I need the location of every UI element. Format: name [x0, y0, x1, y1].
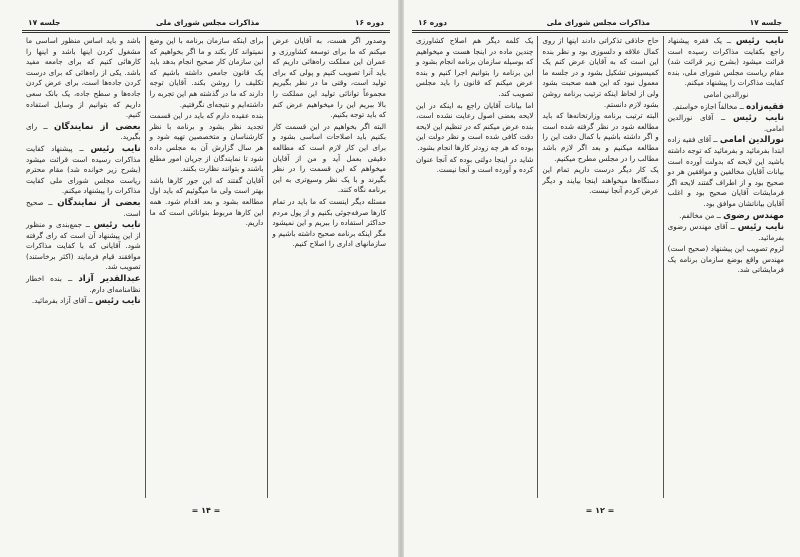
speaker-name: نایب رئیس: [737, 222, 784, 233]
page-header: [412, 18, 788, 30]
paragraph-text: ــ آقای مهندس رضوی بفرمائید.: [667, 222, 784, 242]
paragraph: [150, 36, 264, 110]
page-header: [22, 18, 390, 30]
paragraph-text: ــ آقای فقیه زاده ابتدا بفرمائید و بفرمائید که توجه داشته باشید این لایحه که بدولت آورده است بیانات آقایان مخالفین و موافقین هر دو صحیح بود و از اطراف گفتند لایحه اگر فرمایشات آقایان صحیح بود و اغلب آقایان بیاناتشان موافق بود.: [667, 135, 784, 208]
paragraph: [26, 122, 141, 143]
speaker-name: نایب رئیس: [95, 296, 141, 307]
paragraph-text: آقایان گفتند که این جور کارها باشد بهتر است ولی ما میگوئیم که باید اول مطالعه بشود و بعد اقدام شود. همه این کارها مربوط بتوانائی است که ما داریم.: [149, 175, 264, 228]
paragraph: [668, 90, 784, 101]
paragraph: [272, 197, 386, 250]
paragraph-text: مسئله دیگر اینست که ما باید در تمام کارها صرفه‌جوئی بکنیم و از پول مردم حداکثر استفاده را ببریم و این نمیشود مگر اینکه برنامه صحیح داشته باشیم و سازمانهای اداری را اصلاح کنیم.: [272, 196, 386, 249]
paragraph: [668, 222, 784, 243]
right-page: [404, 0, 800, 557]
speaker-name: بعضی از نمایندگان: [57, 197, 141, 208]
speaker-name: عبدالقدیر آزاد: [78, 274, 141, 285]
paragraph-text: اما بیانات آقایان راجع به اینکه در این لایحه بعضی اصول رعایت نشده است، بنده عرض میکنم که در تنظیم این لایحه دقت کافی شده است و نظر دولت این بوده که هر چه زودتر کارها انجام بشود.: [416, 100, 534, 152]
page-number: = ۱۲ =: [585, 506, 615, 515]
paragraph-text: نورالدین امامی: [703, 89, 749, 99]
paragraph: [668, 244, 784, 276]
speaker-name: نایب رئیس: [93, 220, 141, 231]
paragraph-text: ــ پیشنهاد کفایت مذاکرات رسیده است قرائت میشود (بشرح زیر خوانده شد) مقام محترم ریاست مجلس شورای ملی کفایت مذاکرات را پیشنهاد میکنم.: [26, 143, 141, 196]
header-rule: [22, 30, 390, 33]
paragraph-text: شاید در اینجا دولتی بوده که آنجا عنوان کرده و آورده است و آنجا نیست.: [416, 154, 534, 175]
paragraph-text: ــ من مخالفم.: [679, 210, 721, 220]
paragraph: [416, 36, 533, 100]
paragraph: [26, 274, 141, 295]
paragraph: [26, 198, 141, 219]
paragraph-text: ــ بنده اخطار نظامنامه‌ای دارم.: [26, 274, 141, 294]
paragraph-text: ــ رای بگیرید.: [26, 121, 141, 142]
paragraph-text: یک کلمه دیگر هم اصلاح کشاورزی چندین ماده در اینجا هست و میخواهیم که بوسیله سازمان برنامه انجام بشود و این برنامه را بتوانیم اجرا کنیم و بنده عرض میکنم که قانون را باید مجلس تصویب کند.: [416, 36, 534, 98]
paragraph-text: حاج حاذقی تذکراتی دادند اینها از روی کمال علاقه و دلسوزی بود و نظر بنده این است که به آقایان عرض کنم یک کمیسیونی تشکیل بشود و در جلسه ما معمول نبود که این همه صحبت بشود ولی از لحاظ اینکه ترتیب برنامه روشن بشود لازم دانستم.: [542, 36, 659, 109]
text-column: [22, 36, 145, 498]
paragraph-text: البته اگر بخواهیم در این قسمت کار بکنیم باید اصلاحات اساسی بشود و برای این کار لازم است که مطالعه دقیقی بعمل آید و من از آقایان میخواهم که این قسمت را در نظر بگیرند و با یک نظر وسیع‌تری به این برنامه نگاه کنند.: [272, 121, 386, 195]
paragraph-text: یک کار دیگر درست داریم تمام این دستگاه‌ها میخواهند اینجا بیایند و دیگر عرض کردم آنجا نیست.: [542, 165, 659, 196]
paragraph: [542, 165, 658, 197]
speaker-name: نورالدین امامی: [719, 135, 784, 146]
speaker-name: نایب رئیس: [735, 36, 784, 46]
paragraph-text: ــ صحیح است.: [26, 197, 141, 218]
paragraph: [668, 211, 784, 222]
paragraph: [668, 102, 784, 113]
session-number: جلسه ۱۷: [28, 18, 61, 27]
speaker-name: فقیه‌زاده: [746, 101, 784, 112]
paragraph-text: وصدور اگر هست، به آقایان عرض میکنم که ما برای توسعه کشاورزی و عمران این مملکت راه‌هائی داریم که باید آنرا تصویب کنیم و پولی که برای تولید است، وقتی ما در نظر بگیریم مجموعاً توانائی تولید این مملکت را بالا ببریم این را میخواهیم عرض کنم که باید توجه بکنیم.: [272, 36, 386, 120]
speaker-name: بعضی از نمایندگان: [53, 121, 141, 132]
header-rule: [412, 30, 788, 33]
text-column: [412, 36, 537, 498]
text-column: [267, 36, 390, 498]
paragraph-text: ــ یک فقره پیشنهاد راجع بکفایت مذاکرات رسیده است قرائت میشود (بشرح زیر قرائت شد) مقام ریاست مجلس شورای ملی، بنده کفایت مذاکرات را پیشنهاد میکنم.: [667, 36, 784, 88]
text-columns: [412, 36, 788, 498]
paragraph-text: ــ آقای آزاد بفرمائید.: [31, 296, 93, 306]
paragraph: [272, 36, 386, 121]
paragraph: [150, 111, 264, 175]
paragraph-text: باشد و باید اساس منظور اساسی ما مشغول کردن اینها باشد و اینها را کارهائی کنیم که برای جامعه مفید باشد. یکی از راه‌هائی که برای درست کردن جاده‌ها است، برای عرض کردن جاده‌ها و سطح جاده، یک بانک سعی داریم که بتوانیم از وسایل استفاده کنیم.: [26, 36, 141, 120]
paragraph: [26, 296, 141, 307]
speaker-name: نایب رئیس: [732, 113, 784, 124]
paragraph: [668, 113, 784, 134]
speaker-name: مهندس رضوی: [723, 210, 784, 221]
paragraph: [26, 220, 141, 273]
paragraph: [26, 144, 141, 197]
session-number: جلسه ۱۷: [749, 18, 782, 27]
paragraph-text: برای اینکه سازمان برنامه با این وضع نمیتواند کار بکند و ما اگر بخواهیم که این سازمان کار صحیح انجام بدهد باید یک قانون جامعی داشته باشیم که تکلیف را روشن بکند. آقایان توجه دارند که ما در گذشته هم این تجربه را داشته‌ایم و نتیجه‌ای نگرفتیم.: [149, 36, 264, 109]
term-number: دوره ۱۶: [354, 18, 384, 27]
page-number: = ۱۴ =: [191, 506, 221, 515]
text-column: [145, 36, 268, 498]
text-columns: [22, 36, 390, 498]
paragraph: [416, 155, 533, 176]
paragraph: [272, 122, 386, 196]
paragraph: [542, 36, 658, 110]
term-number: دوره ۱۶: [418, 18, 448, 27]
text-column: [537, 36, 662, 498]
paragraph: [416, 101, 533, 154]
paragraph-text: ــ مخالفاً اجازه خواستم.: [672, 101, 744, 111]
paragraph: [668, 36, 784, 89]
text-column: [663, 36, 788, 498]
speaker-name: نایب رئیس: [90, 143, 141, 154]
paragraph: [668, 135, 784, 209]
header-title: مذاکرات مجلس شورای ملی: [156, 18, 260, 27]
paragraph-text: ــ جمع‌بندی و منظور از این پیشنهاد آن است که رای گرفته شود. آقایانی که با کفایت مذاکرات موافقند قیام فرمایند (اکثر برخاستند) تصویب شد.: [26, 220, 141, 272]
paragraph: [26, 36, 141, 121]
left-page: [0, 0, 398, 557]
paragraph: [150, 176, 264, 229]
paragraph: [542, 111, 658, 164]
header-title: مذاکرات مجلس شورای ملی: [546, 18, 650, 27]
paragraph-text: ــ آقای نورالدین امامی.: [667, 113, 784, 133]
paragraph-text: بنده عقیده دارم که باید در این قسمت تجدید نظر بشود و برنامه با نظر کارشناسان و متخصصین تهیه شود و هر سال گزارش آن به مجلس داده شود تا نمایندگان از جریان امور مطلع باشند و بتوانند نظارت بکنند.: [149, 111, 264, 174]
paragraph-text: لزوم تصویب این پیشنهاد (صحیح است) مهندس واقع بوضع سازمان برنامه یک فرمایشاتی شد.: [667, 244, 784, 275]
paragraph-text: البته ترتیب برنامه وزارتخانه‌ها که باید مطالعه شود در نظر گرفته شده است و اگر داشته باشیم با کمال دقت این را مطالعه میکنیم و بعد اگر لازم باشد مطالب را در مجلس مطرح میکنیم.: [542, 111, 659, 163]
